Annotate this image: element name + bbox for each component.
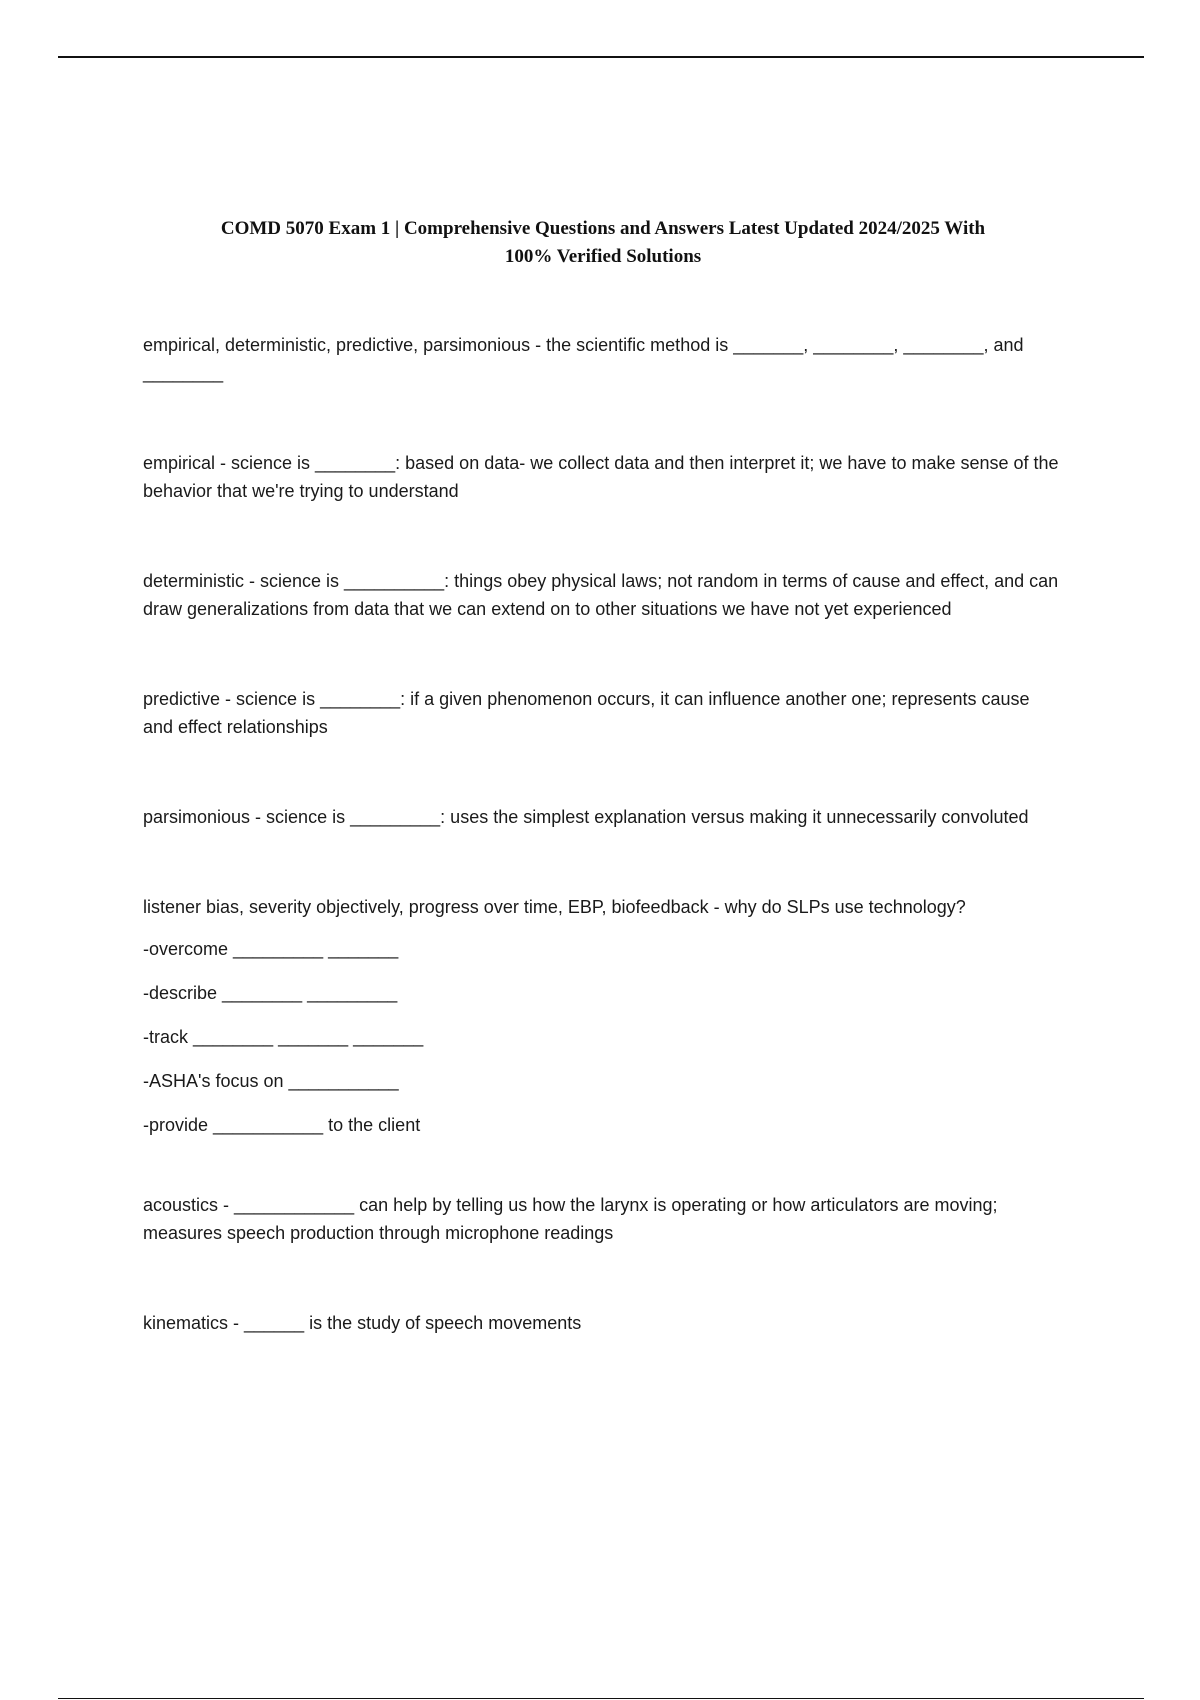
qa-text: parsimonious - science is _________: uses the simplest explanation versus making it unnecessarily convoluted <box>143 807 1029 827</box>
qa-text: deterministic - science is __________: things obey physical laws; not random in terms of cause and effect, and can draw generalizations from data that we can extend on to other situations we have not yet experienced <box>143 571 1059 619</box>
qa-item <box>143 893 1063 921</box>
qa-item <box>143 567 1063 623</box>
qa-item <box>143 685 1063 741</box>
document-title-line-2: 100% Verified Solutions <box>504 246 702 267</box>
qa-text: predictive - science is ________: if a given phenomenon occurs, it can influence another one; represents cause and effect relationships <box>143 689 1030 737</box>
technology-subitem-list <box>143 935 1063 1139</box>
top-rule <box>58 56 1144 58</box>
list-item: -provide ___________ to the client <box>143 1115 421 1135</box>
list-item: -describe ________ _________ <box>143 983 398 1003</box>
qa-item <box>143 331 1063 387</box>
qa-text: empirical - science is ________: based on data- we collect data and then interpret it; we have to make sense of the behavior that we're trying to understand <box>143 453 1059 501</box>
list-item: -overcome _________ _______ <box>143 939 399 959</box>
qa-text: listener bias, severity objectively, progress over time, EBP, biofeedback - why do SLPs use technology? <box>143 897 966 917</box>
qa-item <box>143 803 1063 831</box>
qa-item <box>143 449 1063 505</box>
qa-text: acoustics - ____________ can help by telling us how the larynx is operating or how articulators are moving; measures speech production through microphone readings <box>143 1195 998 1243</box>
bottom-rule <box>58 1698 1144 1699</box>
document-title <box>143 215 1063 271</box>
qa-text: empirical, deterministic, predictive, parsimonious - the scientific method is _______, ________, ________, and ________ <box>143 335 1024 383</box>
document-page <box>143 215 1063 1399</box>
qa-item <box>143 1191 1063 1247</box>
qa-item <box>143 1309 1063 1337</box>
list-item: -track ________ _______ _______ <box>143 1027 424 1047</box>
qa-text: kinematics - ______ is the study of speech movements <box>143 1313 582 1333</box>
document-title-line-1: COMD 5070 Exam 1 | Comprehensive Questions and Answers Latest Updated 2024/2025 With <box>220 218 986 239</box>
list-item: -ASHA's focus on ___________ <box>143 1071 399 1091</box>
